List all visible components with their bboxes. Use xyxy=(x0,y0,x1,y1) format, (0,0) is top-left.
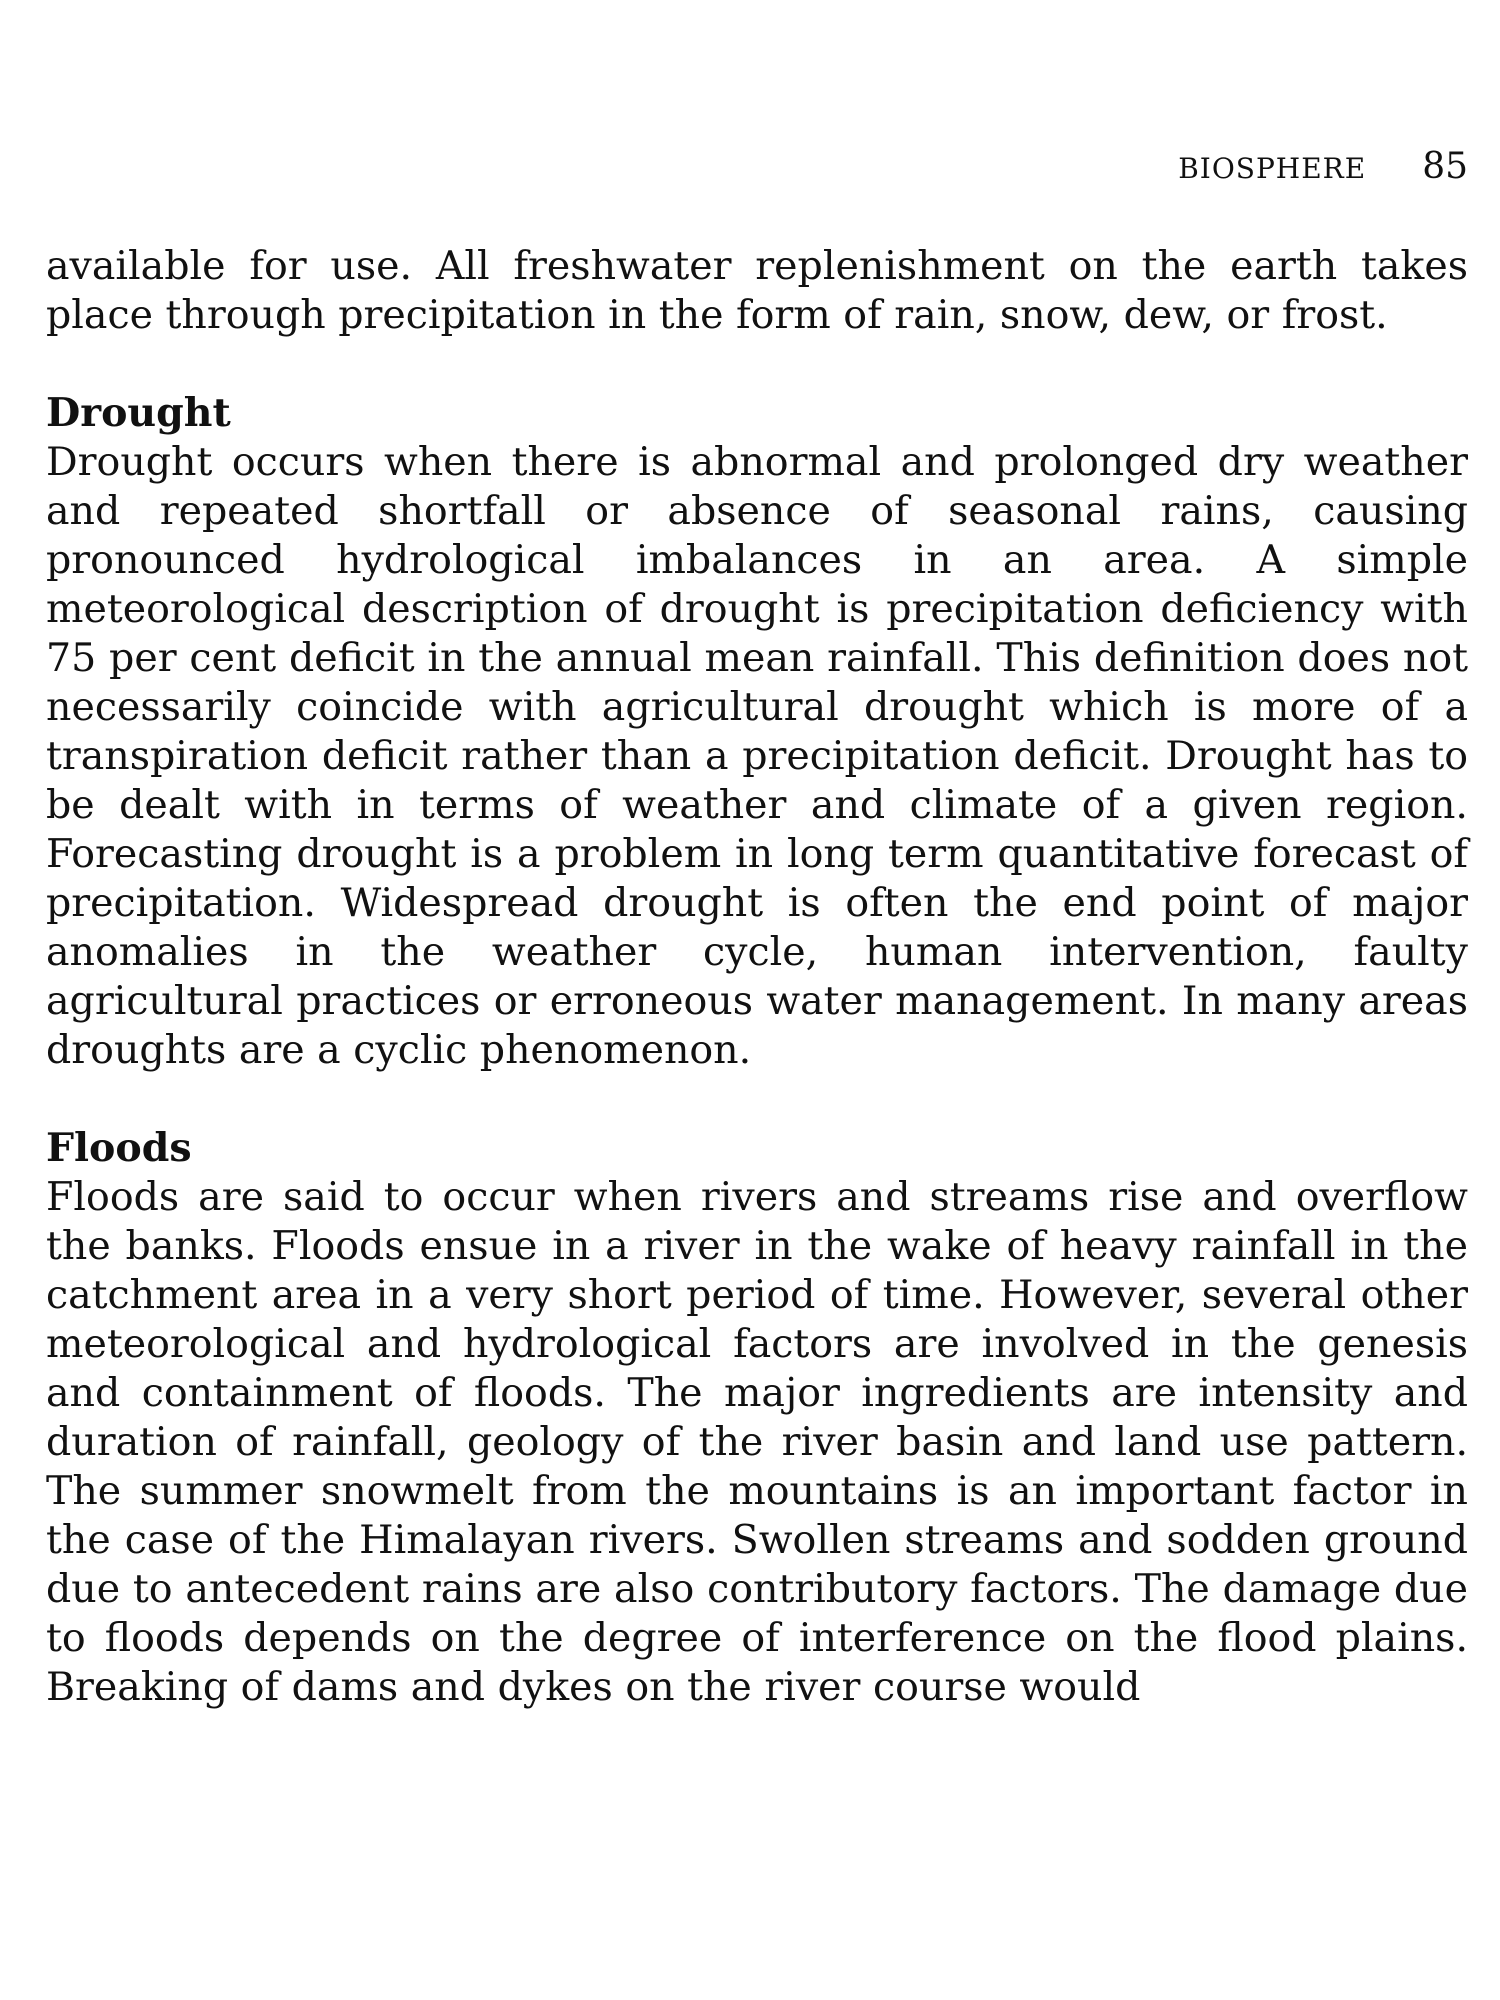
running-header xyxy=(1178,146,1468,187)
section-text-floods: Floods are said to occur when rivers and streams rise and overflow the banks. Floods ensue in a river in the wake of heavy rainfall in the catchment area in a very short period of time. However, several other meteorological and hydrological factors are involved in the genesis and containment of floods. The major ingredients are intensity and duration of rainfall, geology of the river basin and land use pattern. The summer snowmelt from the mountains is an important factor in the case of the Himalayan rivers. Swollen streams and sodden ground due to antecedent rains are also contributory factors. The damage due to floods depends on the degree of interference on the flood plains. Breaking of dams and dykes on the river course would xyxy=(46,1174,1468,1710)
page-body xyxy=(46,242,1468,1761)
section-heading-drought: Drought xyxy=(46,390,231,436)
section-floods xyxy=(46,1124,1468,1712)
book-page xyxy=(46,0,1468,2000)
section-drought xyxy=(46,389,1468,1075)
opening-paragraph: available for use. All freshwater replenishment on the earth takes place through precipitation in the form of rain, snow, dew, or frost. xyxy=(46,243,1468,338)
section-heading-floods: Floods xyxy=(46,1125,192,1171)
running-title: BIOSPHERE xyxy=(1178,152,1367,185)
page-number: 85 xyxy=(1422,146,1468,187)
section-text-drought: Drought occurs when there is abnormal and prolonged dry weather and repeated shortfall or absence of seasonal rains, causing pronounced hydrological imbalances in an area. A simple meteorological description of drought is precipitation deficiency with 75 per cent deficit in the annual mean rainfall. This definition does not necessarily coincide with agricultural drought which is more of a transpiration deficit rather than a precipitation deficit. Drought has to be dealt with in terms of weather and climate of a given region. Forecasting drought is a problem in long term quantitative forecast of precipitation. Widespread drought is often the end point of major anomalies in the weather cycle, human intervention, faulty agricultural practices or erroneous water management. In many areas droughts are a cyclic phenomenon. xyxy=(46,439,1468,1073)
